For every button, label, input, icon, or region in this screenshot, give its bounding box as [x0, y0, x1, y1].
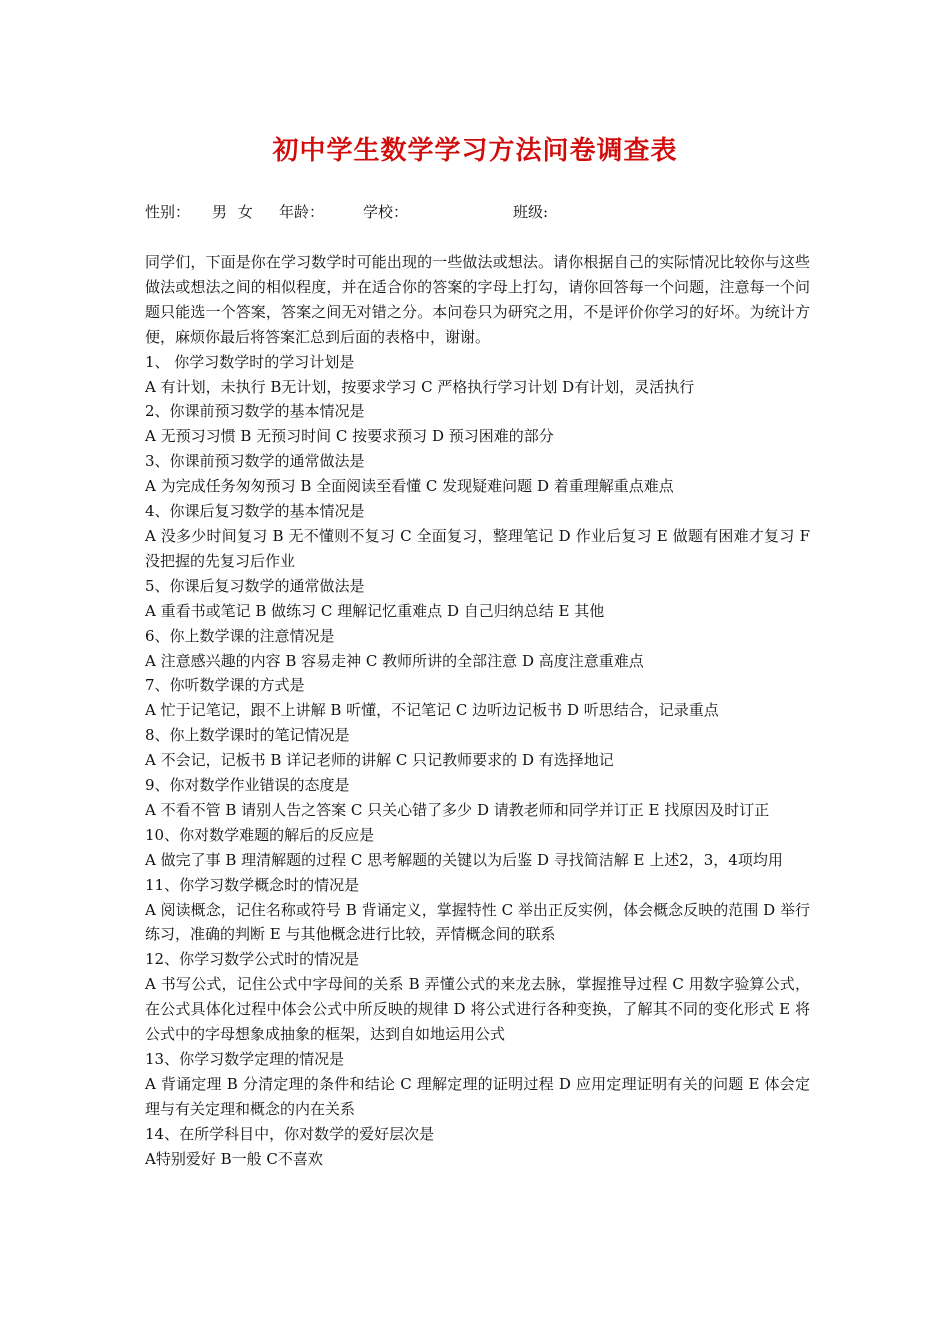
- gender-label: 性别：: [145, 203, 191, 221]
- question-options: A 注意感兴趣的内容 B 容易走神 C 教师所讲的全部注意 D 高度注意重难点: [145, 651, 644, 670]
- age-label: 年龄：: [279, 203, 325, 221]
- question-text: 14、在所学科目中，你对数学的爱好层次是: [145, 1124, 435, 1143]
- question-text: 4、你课后复习数学的基本情况是: [145, 502, 365, 521]
- question-text: 2、你课前预习数学的基本情况是: [145, 402, 365, 421]
- question-text: 7、你听数学课的方式是: [145, 676, 305, 695]
- question-text: 3、你课前预习数学的通常做法是: [145, 452, 365, 471]
- intro-paragraph: 同学们，下面是你在学习数学时可能出现的一些做法或想法。请你根据自己的实际情况比较你与这些做法或想法之间的相似程度，并在适合你的答案的字母上打勾，请你回答每一个问题，注意每一个问题只能选一个答案，答案之间无对错之分。本问卷只为研究之用，不是评价你学习的好坏。为统计方便，麻烦你最后将答案汇总到后面的表格中，谢谢。: [145, 253, 810, 346]
- question-options: A 重看书或笔记 B 做练习 C 理解记忆重难点 D 自己归纳总结 E 其他: [145, 601, 605, 620]
- question-text: 11、你学习数学概念时的情况是: [145, 875, 360, 894]
- question-options: A 不看不管 B 请别人告之答案 C 只关心错了多少 D 请教老师和同学并订正 E 找原因及时订正: [145, 800, 770, 819]
- question-text: 5、你课后复习数学的通常做法是: [145, 576, 365, 595]
- question-options: A 做完了事 B 理清解题的过程 C 思考解题的关键以为后鉴 D 寻找简洁解 E 上述2，3，4项均用: [145, 850, 783, 869]
- school-label: 学校：: [363, 203, 409, 221]
- question-options: A 书写公式，记住公式中字母间的关系 B 弄懂公式的来龙去脉，掌握推导过程 C 用数字验算公式，在公式具体化过程中体会公式中所反映的规律 D 将公式进行各种变换，了解其不同的变化形式 E 将公式中的字母想象成抽象的框架，达到自如地运用公式: [145, 975, 810, 1044]
- question-options: A 忙于记笔记，跟不上讲解 B 听懂，不记笔记 C 边听边记板书 D 听思结合，记录重点: [145, 701, 719, 720]
- question-text: 9、你对数学作业错误的态度是: [145, 776, 350, 795]
- question-text: 8、你上数学课时的笔记情况是: [145, 726, 350, 745]
- question-options: A 为完成任务匆匆预习 B 全面阅读至看懂 C 发现疑难问题 D 着重理解重点难点: [145, 477, 674, 496]
- page-title: 初中学生数学学习方法问卷调查表: [272, 136, 678, 166]
- class-label: 班级:: [513, 203, 549, 221]
- survey-body: [145, 250, 810, 1172]
- question-list: [145, 350, 810, 1172]
- question-text: 6、你上数学课的注意情况是: [145, 626, 335, 645]
- question-text: 12、你学习数学公式时的情况是: [145, 950, 360, 969]
- question-options: A 阅读概念，记住名称或符号 B 背诵定义，掌握特性 C 举出正反实例，体会概念反映的范围 D 举行练习，准确的判断 E 与其他概念进行比较，弄情概念间的联系: [145, 900, 810, 944]
- question-options: A特别爱好 B一般 C不喜欢: [145, 1149, 323, 1168]
- question-options: A 有计划，未执行 B无计划，按要求学习 C 严格执行学习计划 D有计划，灵活执行: [145, 377, 695, 396]
- question-text: 1、 你学习数学时的学习计划是: [145, 352, 355, 371]
- question-text: 13、你学习数学定理的情况是: [145, 1050, 345, 1068]
- gender-options: 男 女: [212, 203, 256, 221]
- question-options: A 没多少时间复习 B 无不懂则不复习 C 全面复习，整理笔记 D 作业后复习 E 做题有困难才复习 F 没把握的先复习后作业: [145, 526, 810, 570]
- question-text: 10、你对数学难题的解后的反应是: [145, 825, 375, 844]
- question-options: A 不会记，记板书 B 详记老师的讲解 C 只记教师要求的 D 有选择地记: [145, 751, 614, 770]
- question-options: A 无预习习惯 B 无预习时间 C 按要求预习 D 预习困难的部分: [145, 427, 554, 446]
- question-options: A 背诵定理 B 分清定理的条件和结论 C 理解定理的证明过程 D 应用定理证明有关的问题 E 体会定理与有关定理和概念的内在关系: [145, 1074, 810, 1118]
